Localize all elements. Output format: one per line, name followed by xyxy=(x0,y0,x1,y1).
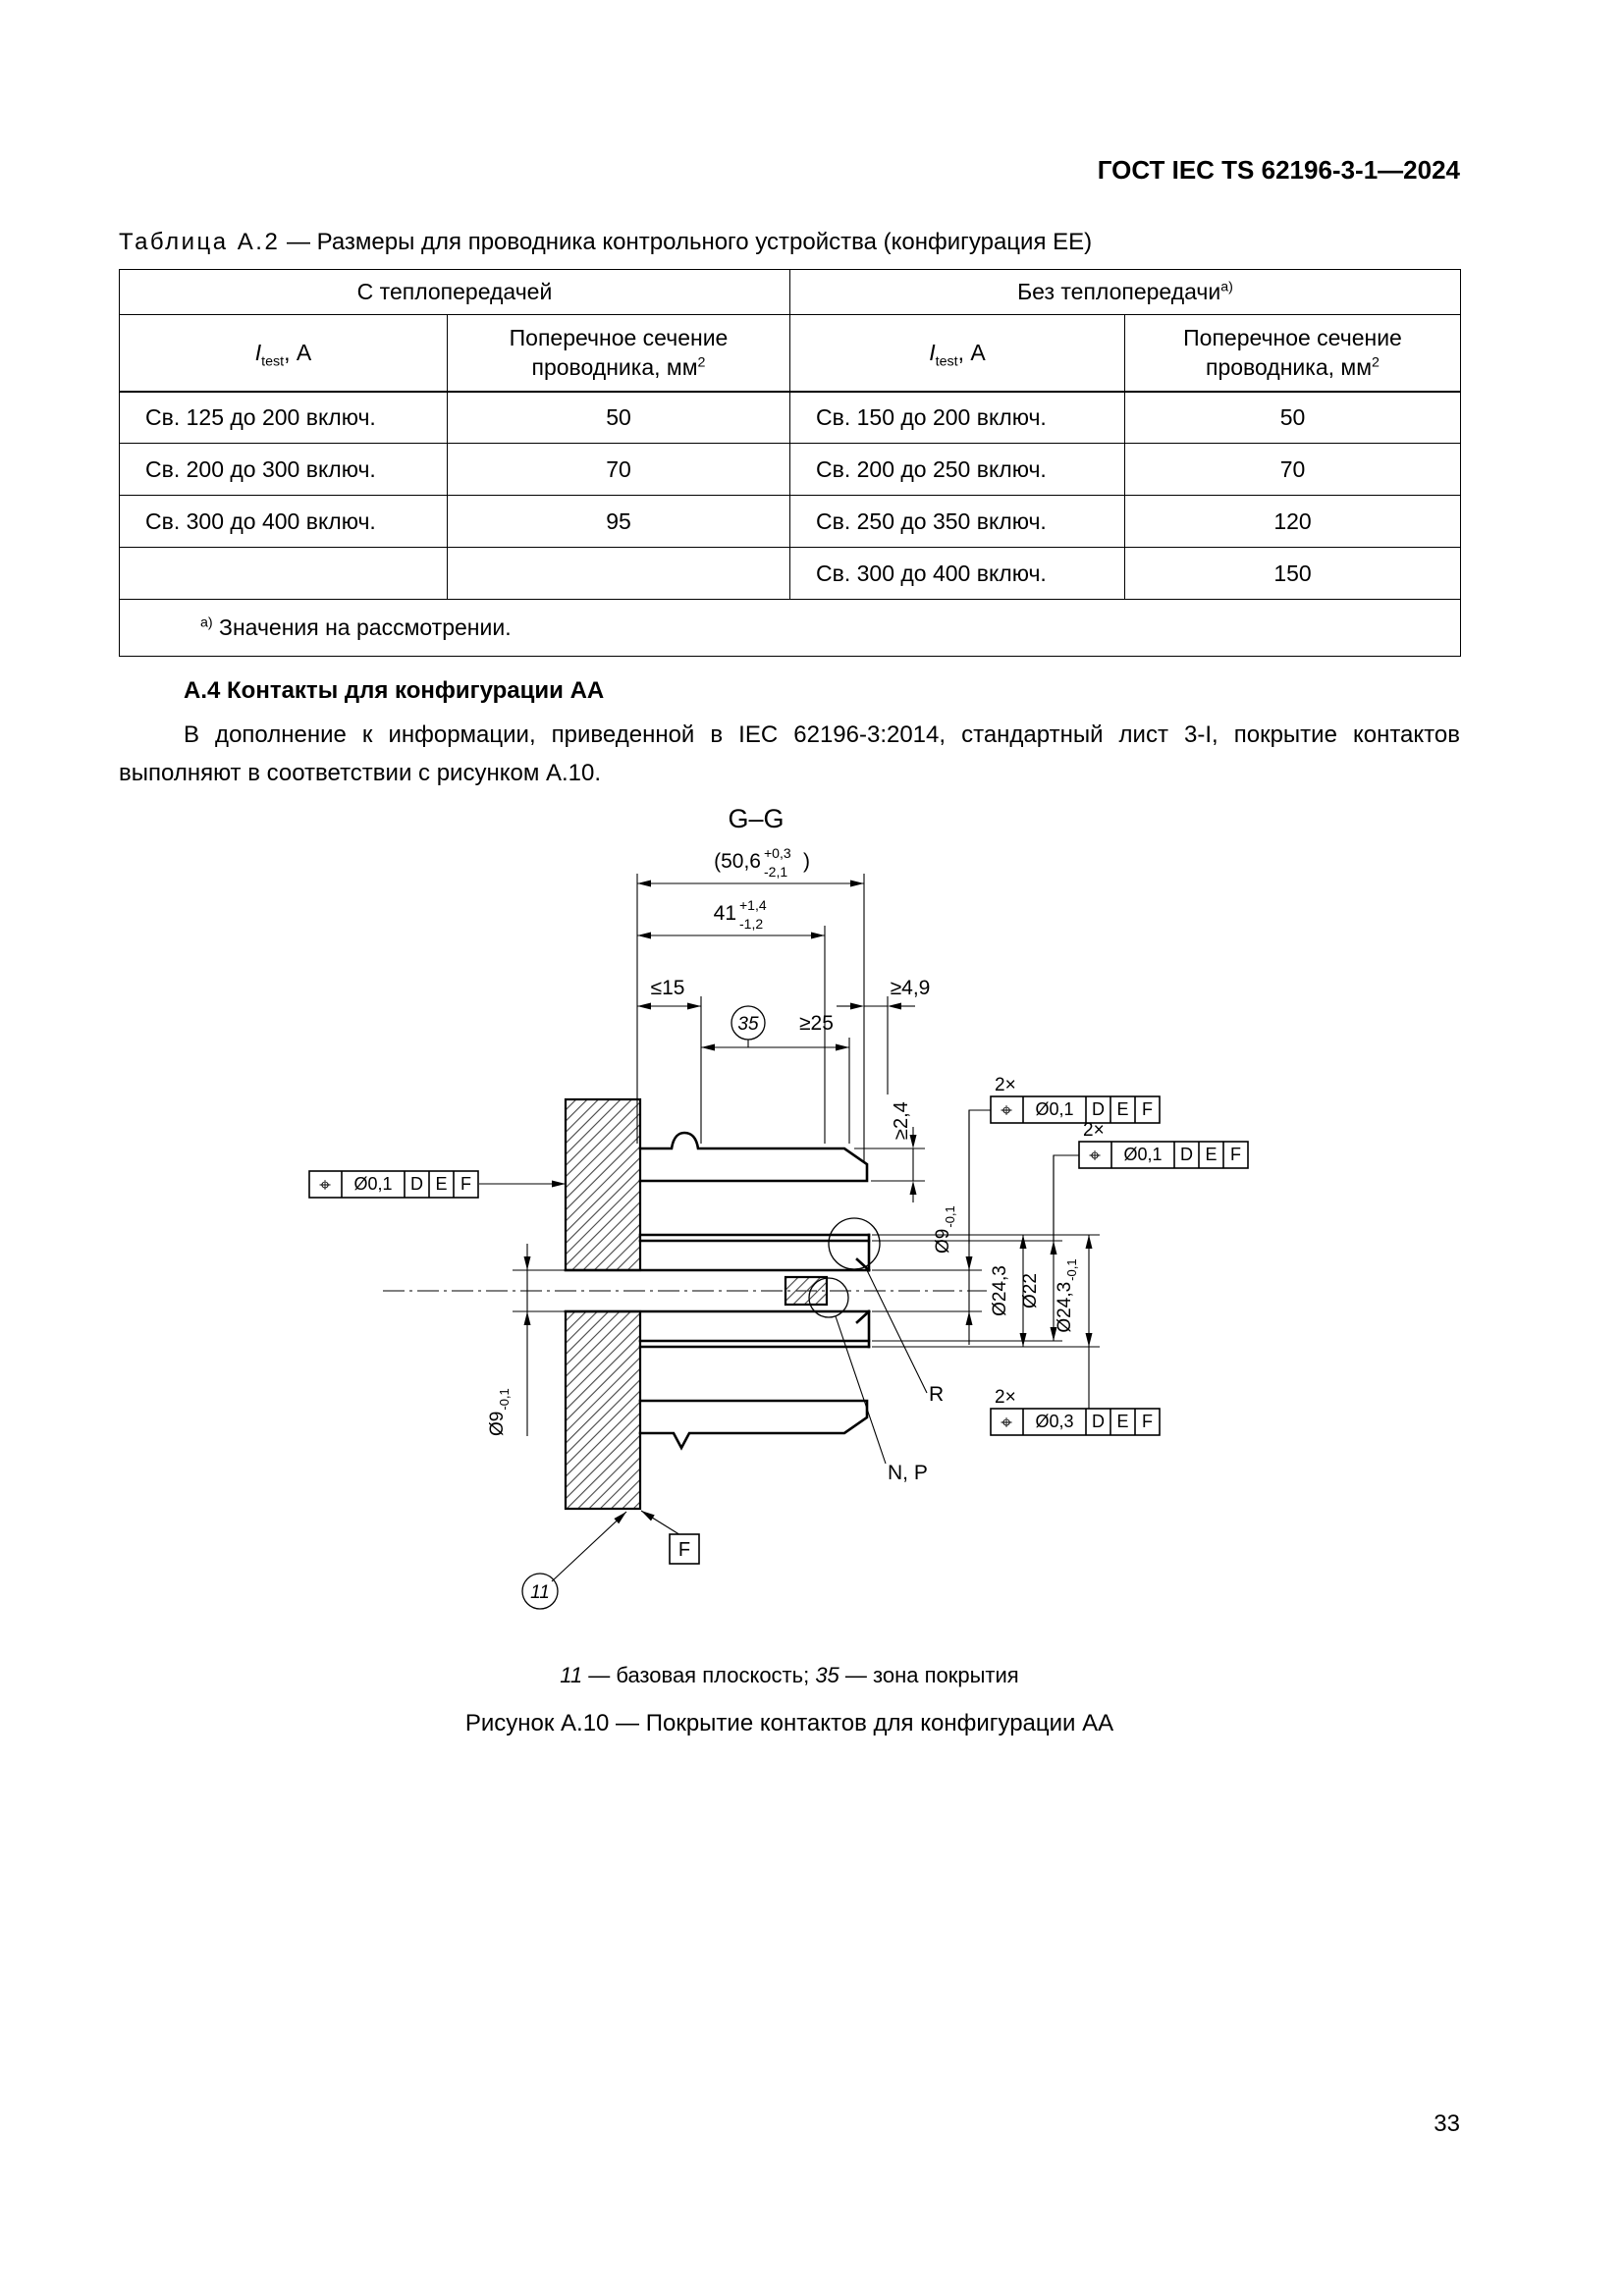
table-row xyxy=(120,392,1461,444)
table-caption xyxy=(119,229,1460,256)
table-cell: Св. 125 до 200 включ. xyxy=(120,392,448,444)
fcf-right-2 xyxy=(1054,1120,1248,1241)
table-cell: 95 xyxy=(448,496,790,548)
radius-detail-circle xyxy=(829,1218,880,1269)
position-symbol-icon: ⌖ xyxy=(1001,1099,1012,1122)
figure-key-text-35: — зона покрытия xyxy=(839,1663,1019,1687)
fcf-datum-d: D xyxy=(1092,1412,1105,1431)
dimension-ge25 xyxy=(701,1006,849,1144)
fcf-datum-e: E xyxy=(1116,1412,1129,1431)
datum-f-label: F xyxy=(677,1539,691,1561)
table-cell: Св. 300 до 400 включ. xyxy=(120,496,448,548)
itest-symbol: I xyxy=(929,340,936,366)
diameter-dimension-left xyxy=(487,1244,566,1436)
dia-243-tol-base: Ø24,3 xyxy=(1055,1281,1075,1333)
dim-ge24-label: ≥2,4 xyxy=(891,1101,912,1140)
figure-a10-drawing xyxy=(226,800,1404,1634)
contacts-np-label: N, P xyxy=(888,1462,928,1484)
dim-50-6-close: ) xyxy=(803,850,810,873)
dia-9-base: Ø9 xyxy=(487,1411,508,1436)
fcf-tolerance: Ø0,3 xyxy=(1035,1412,1074,1431)
table-a2 xyxy=(119,269,1461,657)
dimension-le15 xyxy=(637,977,701,1144)
table-subheader-row xyxy=(120,315,1461,392)
dimension-ge24 xyxy=(854,1101,925,1202)
dim-50-6-sub: -2,1 xyxy=(764,864,788,880)
dim-ge49-label: ≥4,9 xyxy=(890,977,931,999)
fcf-tolerance: Ø0,1 xyxy=(1123,1145,1163,1164)
fcf-multiplier: 2× xyxy=(1083,1120,1105,1141)
balloon-11 xyxy=(522,1512,626,1609)
fcf-datum-f: F xyxy=(1142,1099,1153,1119)
group-header-footnote-ref: а) xyxy=(1220,279,1233,295)
dia-9-base: Ø9 xyxy=(933,1228,953,1254)
dim-ge25-label: ≥25 xyxy=(799,1012,834,1035)
fcf-datum-d: D xyxy=(1180,1145,1193,1164)
itest-unit: , А xyxy=(957,340,986,366)
contact-pin-section xyxy=(785,1277,827,1305)
dimension-50-6 xyxy=(637,845,864,1161)
footnote-text: Значения на рассмотрении. xyxy=(212,614,512,640)
table-cell: Св. 150 до 200 включ. xyxy=(790,392,1125,444)
table-cell: 120 xyxy=(1125,496,1461,548)
fcf-datum-e: E xyxy=(435,1174,448,1194)
fcf-datum-d: D xyxy=(410,1174,423,1194)
figure-key xyxy=(119,1663,1460,1688)
figure-key-ref-35: 35 xyxy=(815,1663,839,1687)
fcf-multiplier: 2× xyxy=(995,1075,1016,1095)
table-cell: 70 xyxy=(1125,444,1461,496)
page-number: 33 xyxy=(1434,2110,1460,2137)
dim-50-6-sup: +0,3 xyxy=(764,845,791,861)
body-paragraph: В дополнение к информации, приведенной в IEC 62196-3:2014, стандартный лист 3-I, покрытие контактов выполняют в соответствии с рисунком А.10. xyxy=(119,721,1460,786)
dia-22-label: Ø22 xyxy=(1020,1273,1041,1308)
table-row xyxy=(120,444,1461,496)
section-sup: 2 xyxy=(697,354,706,371)
dim-41-base: 41 xyxy=(713,902,736,925)
table-cell: Св. 200 до 300 включ. xyxy=(120,444,448,496)
dia-9-sub: -0,1 xyxy=(497,1388,512,1411)
fcf-datum-f: F xyxy=(1142,1412,1153,1431)
table-caption-text: — Размеры для проводника контрольного устройства (конфигурация ЕЕ) xyxy=(280,229,1093,255)
dia-243-tol-label xyxy=(1055,1258,1079,1332)
table-row xyxy=(120,548,1461,600)
fcf-datum-e: E xyxy=(1205,1145,1218,1164)
fcf-datum-d: D xyxy=(1092,1099,1105,1119)
group-header-without-heat xyxy=(790,270,1461,315)
fcf-datum-e: E xyxy=(1116,1099,1129,1119)
datum-f xyxy=(641,1511,699,1564)
table-cell: 150 xyxy=(1125,548,1461,600)
col-header-itest-2 xyxy=(790,315,1125,392)
balloon-35-label: 35 xyxy=(737,1014,759,1035)
table-row xyxy=(120,496,1461,548)
dim-41-sub: -1,2 xyxy=(739,916,764,932)
dia-9-sub: -0,1 xyxy=(943,1205,957,1228)
dimension-41 xyxy=(637,897,825,1144)
table-cell xyxy=(448,548,790,600)
group-header-with-heat-label: С теплопередачей xyxy=(356,279,553,304)
dimension-ge49 xyxy=(837,977,930,1095)
dim-le15-label: ≤15 xyxy=(650,977,685,999)
position-symbol-icon: ⌖ xyxy=(319,1174,331,1197)
itest-symbol: I xyxy=(254,340,262,366)
group-header-with-heat xyxy=(120,270,790,315)
section-view-label: G–G xyxy=(728,804,785,833)
table-footnote-row xyxy=(120,600,1461,657)
dia-9-right-label xyxy=(933,1205,957,1254)
table-cell xyxy=(120,548,448,600)
footnote-marker: а) xyxy=(200,614,213,631)
dia-243-tol-sub: -0,1 xyxy=(1064,1258,1079,1281)
balloon-11-label: 11 xyxy=(530,1582,550,1603)
dim-41-sup: +1,4 xyxy=(739,897,767,913)
dim-50-6-base: (50,6 xyxy=(714,850,761,873)
table-group-header-row xyxy=(120,270,1461,315)
panel-wall-section xyxy=(566,1099,640,1509)
col-header-itest-1 xyxy=(120,315,448,392)
section-heading: А.4 Контакты для конфигурации АА xyxy=(184,677,605,704)
itest-subscript: test xyxy=(935,353,958,370)
dia-243-label: Ø24,3 xyxy=(990,1265,1010,1316)
table-footnote-cell xyxy=(120,600,1461,657)
section-sup: 2 xyxy=(1372,354,1380,371)
col-header-section-2 xyxy=(1125,315,1461,392)
section-label: Поперечное сечение проводника, мм xyxy=(1183,325,1402,381)
fcf-tolerance: Ø0,1 xyxy=(1035,1099,1074,1119)
fcf-datum-f: F xyxy=(1230,1145,1241,1164)
section-label: Поперечное сечение проводника, мм xyxy=(509,325,729,381)
figure-key-ref-11: 11 xyxy=(560,1663,583,1687)
fcf-datum-f: F xyxy=(460,1174,471,1194)
fcf-multiplier: 2× xyxy=(995,1387,1016,1408)
radius-label: R xyxy=(929,1383,945,1406)
position-symbol-icon: ⌖ xyxy=(1001,1412,1012,1434)
dia-9-left-label xyxy=(487,1388,512,1436)
table-cell: 50 xyxy=(1125,392,1461,444)
table-cell: 50 xyxy=(448,392,790,444)
detail-labels xyxy=(836,1266,944,1484)
fcf-tolerance: Ø0,1 xyxy=(353,1174,393,1194)
itest-unit: , А xyxy=(284,340,312,366)
table-caption-label: Таблица А.2 xyxy=(119,229,281,255)
fcf-left xyxy=(309,1171,566,1198)
table-cell: Св. 200 до 250 включ. xyxy=(790,444,1125,496)
col-header-section-1 xyxy=(448,315,790,392)
table-cell: Св. 250 до 350 включ. xyxy=(790,496,1125,548)
fcf-right-3 xyxy=(991,1387,1160,1435)
position-symbol-icon: ⌖ xyxy=(1089,1145,1101,1167)
page-header: ГОСТ IEC TS 62196-3-1—2024 xyxy=(1097,155,1460,185)
itest-subscript: test xyxy=(261,353,285,370)
table-cell: 70 xyxy=(448,444,790,496)
group-header-without-heat-label: Без теплопередачи xyxy=(1017,279,1221,304)
figure-title: Рисунок А.10 — Покрытие контактов для конфигурации АА xyxy=(464,1710,1114,1736)
figure-key-text-11: — базовая плоскость; xyxy=(582,1663,816,1687)
table-cell: Св. 300 до 400 включ. xyxy=(790,548,1125,600)
